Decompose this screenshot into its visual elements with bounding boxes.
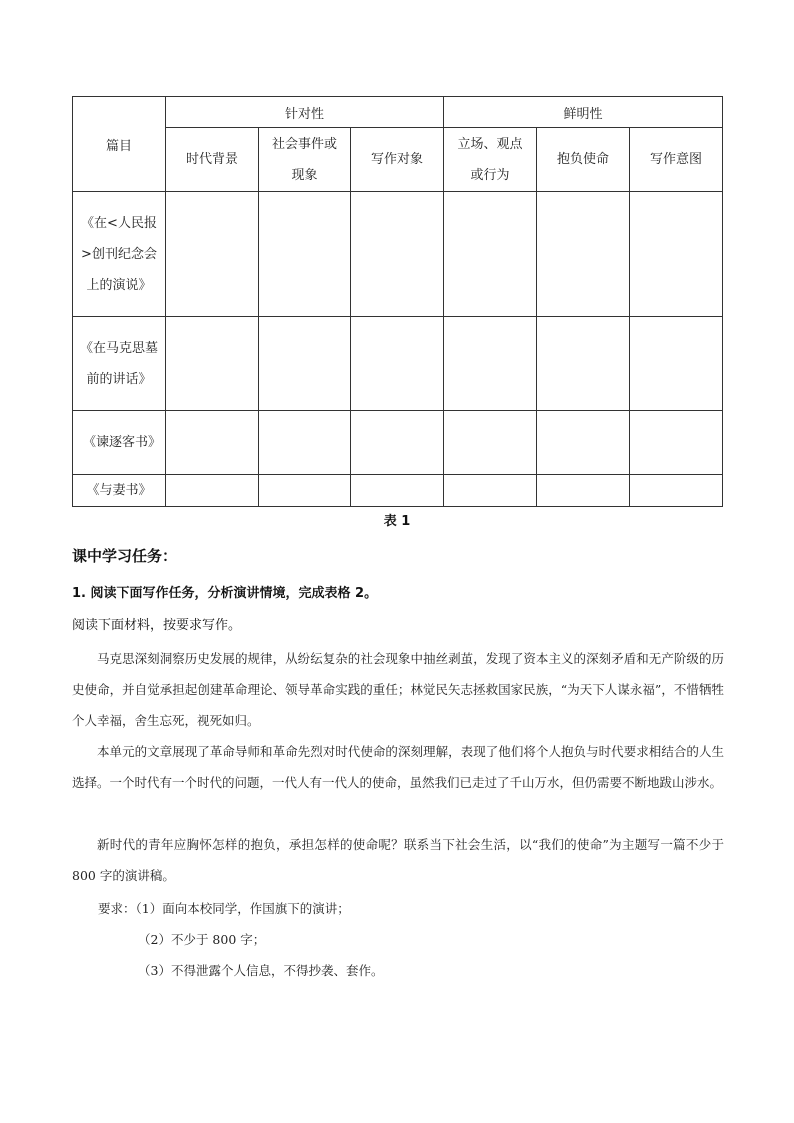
table-cell[interactable] xyxy=(166,475,259,507)
table-cell[interactable] xyxy=(166,411,259,475)
intro-text: 阅读下面材料，按要求写作。 xyxy=(72,618,242,633)
requirement-item: 要求：（1）面向本校同学，作国旗下的演讲； xyxy=(98,901,350,916)
table-cell[interactable] xyxy=(537,192,630,317)
table-cell[interactable] xyxy=(537,317,630,411)
table-cell[interactable] xyxy=(630,411,723,475)
subheader-social-events: 社会事件或现象 xyxy=(259,128,351,192)
analysis-table xyxy=(72,96,723,507)
row-title: 《在马克思墓前的讲话》 xyxy=(73,317,166,411)
table-cell[interactable] xyxy=(166,192,259,317)
material-paragraph: 本单元的文章展现了革命导师和革命先烈对时代使命的深刻理解，表现了他们将个人抱负与时代要求相结合的人生选择。一个时代有一个时代的问题，一代人有一代人的使命，虽然我们已走过了千山万水，但仍需要不断地跋山涉水。 xyxy=(72,744,724,790)
subheader-intent: 写作意图 xyxy=(630,128,723,192)
row-title: 《谏逐客书》 xyxy=(73,411,166,475)
row-title: 《在<人民报>创刊纪念会上的演说》 xyxy=(73,192,166,317)
subheader-audience: 写作对象 xyxy=(351,128,444,192)
table-cell[interactable] xyxy=(166,317,259,411)
table-cell[interactable] xyxy=(351,192,444,317)
table-cell[interactable] xyxy=(259,411,351,475)
subheader-ambition: 抱负使命 xyxy=(537,128,630,192)
table-cell[interactable] xyxy=(351,411,444,475)
table-cell[interactable] xyxy=(259,192,351,317)
table-cell[interactable] xyxy=(537,411,630,475)
table-cell[interactable] xyxy=(630,317,723,411)
table-cell[interactable] xyxy=(630,475,723,507)
section-title: 课中学习任务： xyxy=(72,547,178,565)
material-paragraph: 马克思深刻洞察历史发展的规律，从纷纭复杂的社会现象中抽丝剥茧，发现了资本主义的深刻矛盾和无产阶级的历史使命，并自觉承担起创建革命理论、领导革命实践的重任；林觉民矢志拯救国家民族，“为天下人谋永福”，不惜牺牲个人幸福，舍生忘死，视死如归。 xyxy=(72,651,724,728)
requirement-item: （2）不少于 800 字； xyxy=(138,932,266,947)
table-cell[interactable] xyxy=(444,317,537,411)
table-cell[interactable] xyxy=(351,475,444,507)
table-cell[interactable] xyxy=(444,192,537,317)
table-caption: 表 1 xyxy=(383,514,411,529)
subheader-stance: 立场、观点或行为 xyxy=(444,128,537,192)
requirement-item: （3）不得泄露个人信息，不得抄袭、套作。 xyxy=(138,963,384,978)
header-group-targeted: 针对性 xyxy=(166,97,444,128)
table-cell[interactable] xyxy=(630,192,723,317)
task-heading: 1. 阅读下面写作任务，分析演讲情境，完成表格 2。 xyxy=(72,586,378,601)
table-cell[interactable] xyxy=(259,475,351,507)
table-cell[interactable] xyxy=(351,317,444,411)
table-cell[interactable] xyxy=(259,317,351,411)
table-cell[interactable] xyxy=(444,475,537,507)
table-cell[interactable] xyxy=(444,411,537,475)
subheader-era-background: 时代背景 xyxy=(166,128,259,192)
header-title: 篇目 xyxy=(73,97,166,192)
header-group-distinct: 鲜明性 xyxy=(444,97,723,128)
table-cell[interactable] xyxy=(537,475,630,507)
material-paragraph: 新时代的青年应胸怀怎样的抱负，承担怎样的使命呢？联系当下社会生活，以“我们的使命”为主题写一篇不少于 800 字的演讲稿。 xyxy=(72,837,724,883)
row-title: 《与妻书》 xyxy=(73,475,166,507)
